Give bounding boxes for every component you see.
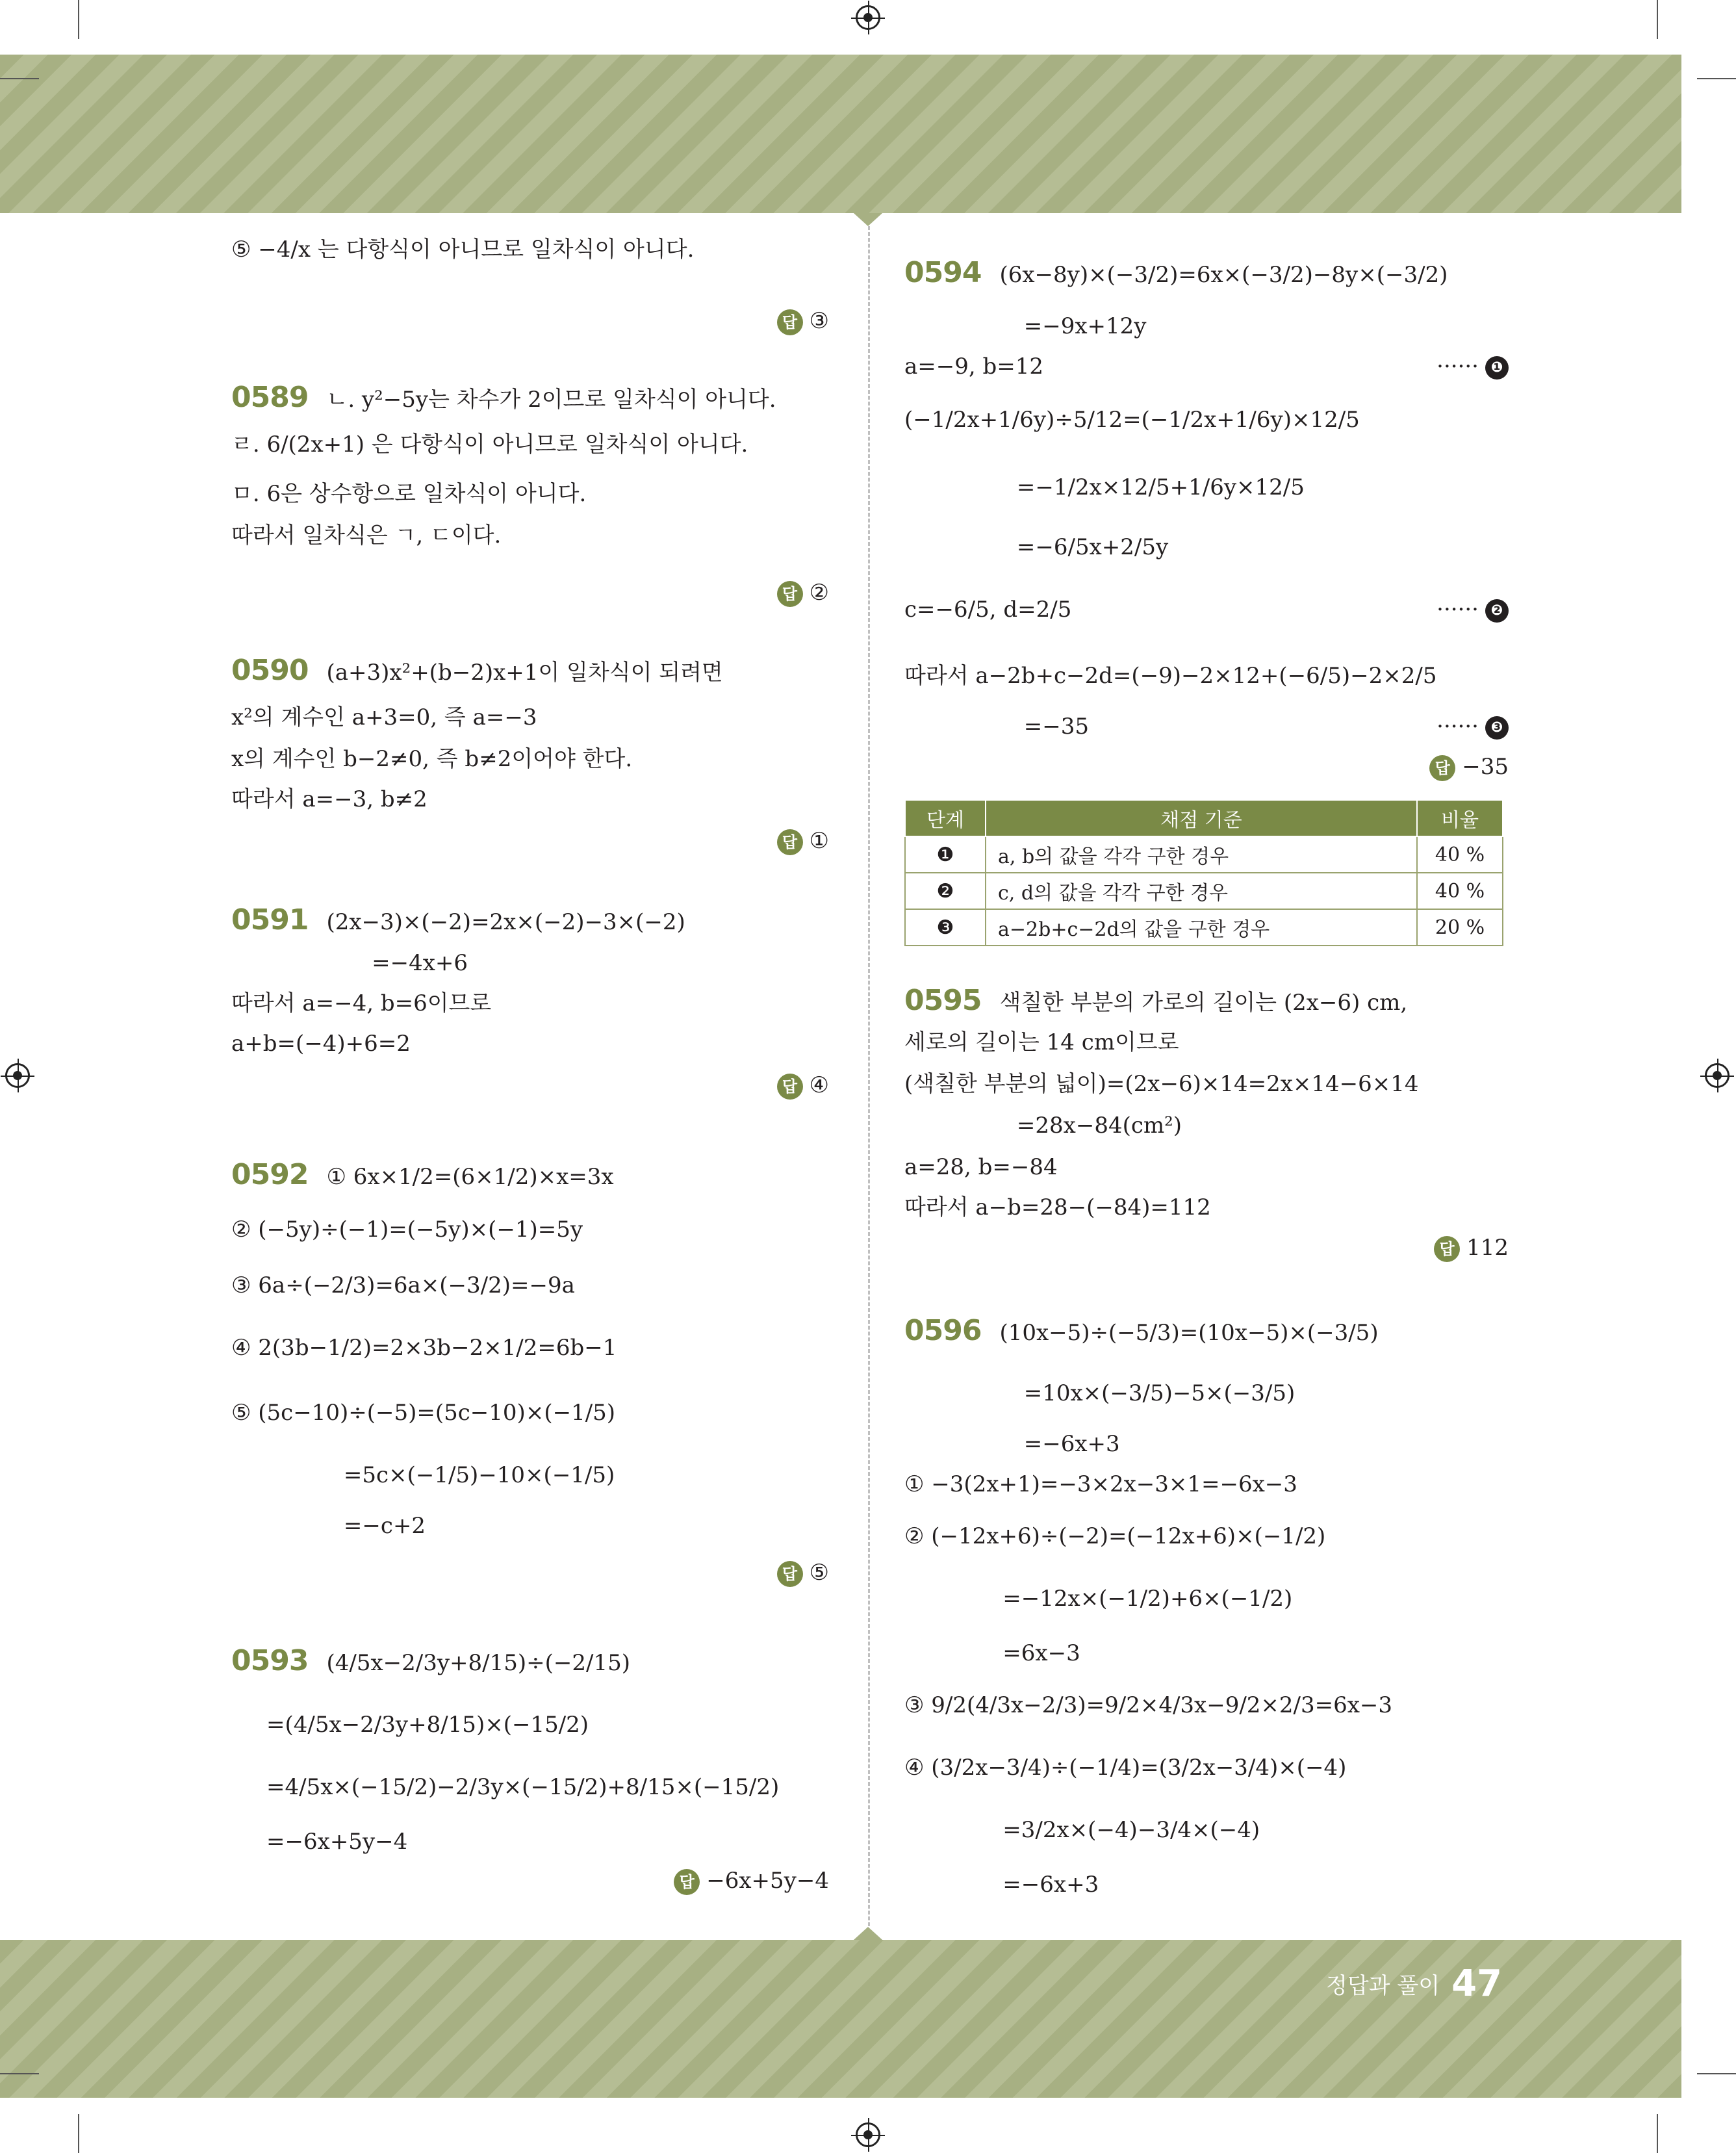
line-text: =4/5x×(−15/2)−2/3y×(−15/2)+8/15×(−15/2): [231, 1774, 780, 1800]
answer-badge-icon: 답: [1429, 755, 1455, 781]
step-marker: ······ ❷: [1436, 594, 1509, 625]
solution-line: [231, 1397, 615, 1428]
line-text: ② (−5y)÷(−1)=(−5y)×(−1)=5y: [231, 1217, 583, 1243]
solution-line: [231, 1826, 407, 1857]
bottom-notch: [854, 1927, 882, 1940]
solution-line: [904, 1378, 1295, 1409]
problem-number: 0590: [231, 654, 309, 687]
solution-line: [231, 520, 501, 551]
table-header-cell: 비율: [1417, 800, 1503, 836]
line-text: 따라서 a=−3, b≠2: [231, 786, 428, 812]
solution-line: [231, 948, 468, 979]
registration-mark-icon: [856, 2122, 880, 2147]
line-text: c=−6/5, d=2/5: [904, 597, 1072, 623]
solution-line: [904, 1428, 1120, 1460]
line-text: 따라서 a=−4, b=6이므로: [231, 990, 492, 1016]
solution-line: [231, 1460, 615, 1491]
top-notch: [854, 213, 882, 226]
answer-badge-icon: 답: [777, 581, 803, 607]
line-text: (10x−5)÷(−5/3)=(10x−5)×(−3/5): [999, 1320, 1379, 1346]
crop-mark: [78, 0, 79, 39]
solution-line: [231, 743, 632, 775]
solution-line: [231, 1214, 583, 1245]
problem-line: [231, 1645, 630, 1679]
line-text: =−6x+3: [904, 1431, 1120, 1457]
line-text: ③ 6a÷(−2/3)=6a×(−3/2)=−9a: [231, 1272, 575, 1298]
line-text: ① 6x×1/2=(6×1/2)×x=3x: [326, 1164, 614, 1190]
answer-line: [674, 1865, 829, 1896]
problem-number: 0595: [904, 984, 982, 1017]
line-text: =(4/5x−2/3y+8/15)×(−15/2): [231, 1712, 589, 1738]
top-header-band: [0, 55, 1681, 213]
solution-line: [231, 988, 491, 1019]
line-text: =−6x+5y−4: [231, 1829, 408, 1855]
crop-mark: [0, 2073, 39, 2074]
solution-line: [231, 1028, 411, 1059]
problem-number: 0594: [904, 256, 982, 289]
answer-line: [1434, 1232, 1509, 1263]
solution-line: [904, 1638, 1080, 1669]
answer-line: [1429, 751, 1509, 782]
crop-mark: [1697, 2073, 1736, 2074]
solution-line: [231, 234, 694, 265]
crop-mark: [0, 78, 39, 79]
line-text: ⑤ −4/x 는 다항식이 아니므로 일차식이 아니다.: [231, 237, 695, 263]
line-text: ⑤ (5c−10)÷(−5)=(5c−10)×(−1/5): [231, 1400, 616, 1426]
table-header-cell: 단계: [905, 800, 986, 836]
line-text: (2x−3)×(−2)=2x×(−2)−3×(−2): [326, 909, 685, 935]
answer-line: [777, 1557, 829, 1588]
line-text: ④ (3/2x−3/4)÷(−1/4)=(3/2x−3/4)×(−4): [904, 1755, 1347, 1781]
solution-line: [231, 702, 537, 733]
line-text: ㄹ. 6/(2x+1) 은 다항식이 아니므로 일차식이 아니다.: [231, 432, 748, 458]
table-row: [905, 909, 1503, 946]
line-text: =−9x+12y: [904, 313, 1147, 339]
problem-number: 0589: [231, 381, 309, 414]
column-divider: [868, 226, 870, 1926]
line-text: =−6x+3: [904, 1872, 1099, 1898]
solution-line: [231, 1270, 575, 1301]
line-text: x²의 계수인 a+3=0, 즉 a=−3: [231, 704, 537, 730]
table-cell: ❷: [905, 873, 986, 909]
line-text: =5c×(−1/5)−10×(−1/5): [231, 1462, 615, 1488]
problem-line: [231, 1159, 614, 1193]
solution-line: [231, 784, 428, 815]
line-text: (6x−8y)×(−3/2)=6x×(−3/2)−8y×(−3/2): [999, 262, 1448, 288]
table-cell: a−2b+c−2d의 값을 구한 경우: [986, 909, 1417, 946]
answer-line: [777, 825, 829, 857]
answer-value: 112: [1466, 1235, 1509, 1261]
answer-line: [777, 305, 829, 337]
problem-line: [904, 985, 1407, 1018]
answer-value: −35: [1462, 754, 1509, 780]
table-cell: c, d의 값을 각각 구한 경우: [986, 873, 1417, 909]
registration-mark-icon: [856, 5, 880, 30]
table-cell: a, b의 값을 각각 구한 경우: [986, 836, 1417, 873]
line-text: =−35: [904, 714, 1089, 740]
problem-number: 0592: [231, 1158, 309, 1191]
line-text: =−1/2x×12/5+1/6y×12/5: [904, 474, 1305, 500]
solution-line: [231, 1332, 617, 1363]
problem-line: [231, 905, 685, 938]
solution-line: [904, 1521, 1325, 1552]
line-text: a+b=(−4)+6=2: [231, 1031, 411, 1057]
solution-line: [904, 1814, 1260, 1846]
crop-mark: [78, 2114, 79, 2153]
solution-line: [904, 532, 1168, 563]
line-text: (a+3)x²+(b−2)x+1이 일차식이 되려면: [326, 660, 723, 686]
line-text: ③ 9/2(4/3x−2/3)=9/2×4/3x−9/2×2/3=6x−3: [904, 1692, 1393, 1718]
line-text: =10x×(−3/5)−5×(−3/5): [904, 1380, 1296, 1406]
line-text: =−6/5x+2/5y: [904, 534, 1169, 560]
crop-mark: [1697, 78, 1736, 79]
line-text: ② (−12x+6)÷(−2)=(−12x+6)×(−1/2): [904, 1523, 1326, 1549]
answer-line: [777, 1070, 829, 1101]
table-row: [905, 873, 1503, 909]
line-text: =−c+2: [231, 1513, 426, 1539]
line-text: (4/5x−2/3y+8/15)÷(−2/15): [326, 1650, 631, 1676]
answer-badge-icon: 답: [777, 1561, 803, 1587]
answer-value: ①: [809, 828, 829, 854]
crop-mark: [1657, 0, 1658, 39]
answer-value: ②: [809, 580, 829, 606]
table-cell: ❶: [905, 836, 986, 873]
solution-line: [904, 594, 1071, 625]
solution-line: [904, 1068, 1419, 1100]
step-marker: ······ ❸: [1436, 711, 1509, 742]
step-marker: ······ ❶: [1436, 351, 1509, 382]
answer-value: ⑤: [809, 1560, 829, 1586]
line-text: ㅁ. 6은 상수항으로 일차식이 아니다.: [231, 481, 587, 507]
table-cell: 40 %: [1417, 836, 1503, 873]
table-cell: 20 %: [1417, 909, 1503, 946]
line-text: =6x−3: [904, 1640, 1080, 1666]
problem-number: 0591: [231, 903, 309, 936]
grading-table: [904, 799, 1503, 946]
answer-value: ③: [809, 308, 829, 334]
line-text: 따라서 일차식은 ㄱ, ㄷ이다.: [231, 522, 502, 548]
line-text: =3/2x×(−4)−3/4×(−4): [904, 1817, 1260, 1843]
solution-line: [904, 1752, 1346, 1783]
problem-line: [231, 655, 723, 688]
line-text: ① −3(2x+1)=−3×2x−3×1=−6x−3: [904, 1471, 1297, 1497]
line-text: ㄴ. y²−5y는 차수가 2이므로 일차식이 아니다.: [326, 387, 776, 413]
answer-badge-icon: 답: [777, 1074, 803, 1100]
solution-line: [904, 660, 1436, 691]
solution-line: [904, 1110, 1182, 1141]
solution-line: [904, 711, 1089, 742]
line-text: a=28, b=−84: [904, 1154, 1058, 1180]
solution-line: [904, 1027, 1179, 1058]
solution-line: [904, 1583, 1292, 1614]
line-text: =28x−84(cm²): [904, 1113, 1182, 1139]
answer-badge-icon: 답: [777, 309, 803, 335]
solution-line: [231, 478, 586, 509]
step-number-icon: ❷: [1485, 599, 1509, 623]
answer-value: −6x+5y−4: [706, 1868, 829, 1894]
answer-badge-icon: 답: [777, 829, 803, 855]
solution-line: [231, 1510, 426, 1541]
solution-line: [904, 311, 1146, 342]
line-text: ④ 2(3b−1/2)=2×3b−2×1/2=6b−1: [231, 1335, 617, 1361]
answer-badge-icon: 답: [1434, 1236, 1460, 1262]
solution-line: [904, 404, 1360, 435]
line-text: 따라서 a−2b+c−2d=(−9)−2×12+(−6/5)−2×2/5: [904, 663, 1437, 689]
step-number-icon: ❸: [1485, 716, 1509, 740]
problem-line: [904, 257, 1448, 290]
line-text: =−4x+6: [231, 950, 468, 976]
page-footer: [1326, 1963, 1502, 2005]
footer-label: 정답과 풀이: [1326, 1973, 1440, 1999]
problem-line: [231, 382, 776, 415]
solution-line: [904, 1690, 1392, 1721]
solution-line: [231, 1709, 589, 1740]
registration-mark-icon: [5, 1063, 30, 1088]
registration-mark-icon: [1705, 1063, 1730, 1088]
line-text: 색칠한 부분의 가로의 길이는 (2x−6) cm,: [999, 990, 1408, 1016]
solution-line: [904, 1152, 1058, 1183]
solution-line: [904, 1192, 1211, 1223]
line-text: a=−9, b=12: [904, 354, 1044, 380]
problem-number: 0596: [904, 1314, 982, 1347]
step-number-icon: ❶: [1485, 356, 1509, 380]
line-text: 따라서 a−b=28−(−84)=112: [904, 1194, 1211, 1220]
answer-line: [777, 577, 829, 608]
line-text: x의 계수인 b−2≠0, 즉 b≠2이어야 한다.: [231, 746, 633, 772]
table-cell: ❸: [905, 909, 986, 946]
problem-line: [904, 1315, 1379, 1348]
line-text: (색칠한 부분의 넓이)=(2x−6)×14=2x×14−6×14: [904, 1071, 1419, 1097]
line-text: =−12x×(−1/2)+6×(−1/2): [904, 1586, 1293, 1612]
line-text: (−1/2x+1/6y)÷5/12=(−1/2x+1/6y)×12/5: [904, 407, 1360, 433]
solution-line: [904, 351, 1043, 382]
answer-badge-icon: 답: [674, 1869, 700, 1895]
solution-line: [231, 429, 748, 460]
problem-number: 0593: [231, 1644, 309, 1677]
answer-value: ④: [809, 1072, 829, 1098]
solution-line: [904, 1469, 1297, 1500]
solution-line: [231, 1772, 779, 1803]
solution-line: [904, 1869, 1099, 1900]
solution-line: [904, 472, 1305, 503]
crop-mark: [1657, 2114, 1658, 2153]
table-row: [905, 836, 1503, 873]
table-cell: 40 %: [1417, 873, 1503, 909]
line-text: 세로의 길이는 14 cm이므로: [904, 1029, 1179, 1055]
table-header-cell: 채점 기준: [986, 800, 1417, 836]
page-number: 47: [1451, 1963, 1502, 2005]
